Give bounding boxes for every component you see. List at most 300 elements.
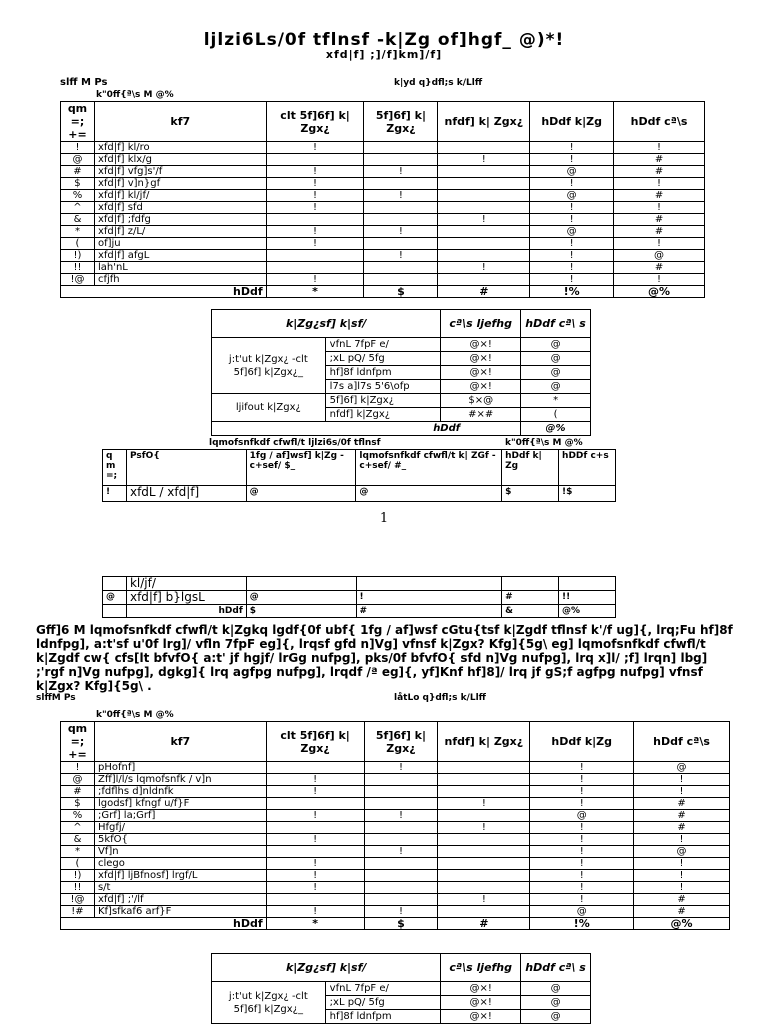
total-value: # xyxy=(438,286,530,298)
mini-cell: @ xyxy=(246,486,356,502)
row-very-short xyxy=(266,154,364,166)
mini-cell: !! xyxy=(559,591,616,605)
row-very-short: ! xyxy=(266,870,364,882)
row-number: # xyxy=(61,166,95,178)
note-paragraph: Gff]6 M lqmofsnfkdf cfwfl/t k|Zgkq lgdf{0f ubf{ 1fg / af]wsf cGtu{tsf k|Zgdf tflnsf k'/f ug]{, lrq;Fu hf]8f ldnfpg], a:t'sf u'0f lrg]/ vfln 7fpF eg]{, lrqsf gfd n]Vg] vfnsf k|Zgx? Kfg]{5g\ eg] lqmofsnfkdf cfwfl/t k|Zgdf cw{ cfs[lt bfvfO{ a:t' jf hgjf/ lrGg nufpg], pks/0f bfvfO{ sfd n]Vg nufpg], lrq x]l/ ;f] lrqn] lbg] ;'rgf n]Vg nufpg], dgkg]{ lrq agfpg nufpg], lrqdf /ª eg]{, yf]Knf hf]8]/ lrq jf gS;f agfpg nufpg] vfnsf k|Zgx? Kfg]{5g\ . xyxy=(36,623,733,693)
row-number: & xyxy=(61,214,95,226)
row-topic: lah'nL xyxy=(94,262,266,274)
full-marks-label-2: k"0ff{ª\s M @% xyxy=(96,710,174,720)
document-title: ljlzi6Ls/0f tflnsf -k|Zg of]hgf_ @)*! xyxy=(203,30,565,50)
mini-cell: @ xyxy=(246,591,356,605)
row-very-short xyxy=(266,762,364,774)
mini-cell xyxy=(356,577,502,591)
mini-total-label: hDdf xyxy=(126,605,246,618)
activity-spec-table-continued xyxy=(102,576,616,618)
row-very-short: ! xyxy=(266,906,364,918)
exam-label-1: k|yd q}dfl;s k/Llff xyxy=(394,78,483,88)
table-row xyxy=(61,762,730,774)
col-header-short: 5f]6f] k| Zgx¿ xyxy=(364,722,438,762)
row-short xyxy=(364,774,438,786)
row-total-questions: ! xyxy=(530,774,634,786)
row-topic: Kf]sfkaf6 arf}F xyxy=(94,906,266,918)
row-number: @ xyxy=(61,774,95,786)
row-number: ! xyxy=(61,762,95,774)
page-number: 1 xyxy=(379,511,389,526)
row-number: !! xyxy=(61,882,95,894)
row-long xyxy=(438,226,530,238)
row-very-short: ! xyxy=(266,226,364,238)
row-topic: Hfgfj/ xyxy=(94,822,266,834)
row-number: $ xyxy=(61,798,95,810)
row-long xyxy=(438,190,530,202)
summary-row-type: vfnL 7fpF e/ xyxy=(325,338,441,352)
row-total-questions: ! xyxy=(530,798,634,810)
col-header-long: nfdf] k| Zgx¿ xyxy=(438,102,530,142)
row-total-questions: ! xyxy=(530,202,614,214)
row-long xyxy=(438,762,530,774)
col-header-very-short: clt 5f]6f] k| Zgx¿ xyxy=(266,102,364,142)
objective-group-label: j:t'ut k|Zgx¿ -clt 5f]6f] k|Zgx¿_ xyxy=(212,338,326,394)
table-total-row xyxy=(61,286,705,298)
col-header-total-marks: hDdf cª\s xyxy=(614,102,705,142)
total-value: !% xyxy=(530,286,614,298)
row-very-short: ! xyxy=(266,810,364,822)
summary-row-type: nfdf] k|Zgx¿ xyxy=(325,408,441,422)
row-total-questions: ! xyxy=(530,262,614,274)
row-long: ! xyxy=(438,214,530,226)
row-very-short: ! xyxy=(266,834,364,846)
table-row xyxy=(61,846,730,858)
summary-row-type: ;xL pQ/ 5fg xyxy=(325,996,441,1010)
row-total-marks: ! xyxy=(614,238,705,250)
mini-cell: $ xyxy=(502,486,559,502)
total-value: * xyxy=(266,918,364,930)
col-header-long: nfdf] k| Zgx¿ xyxy=(438,722,530,762)
table-row xyxy=(61,178,705,190)
mini-cell: ! xyxy=(103,486,127,502)
row-total-questions: ! xyxy=(530,822,634,834)
row-short: ! xyxy=(364,226,438,238)
mini-header-knowledge: 1fg / af]wsf] k|Zg -c+sef/ $_ xyxy=(246,450,356,486)
row-short xyxy=(364,798,438,810)
table-row xyxy=(61,250,705,262)
summary-total-label: hDdf xyxy=(212,422,521,436)
summary-header-total: hDdf cª\ s xyxy=(521,310,591,338)
question-type-summary-2 xyxy=(211,953,591,1024)
row-total-marks: # xyxy=(634,798,730,810)
table-row xyxy=(61,858,730,870)
summary-row-type: 5f]6f] k|Zgx¿ xyxy=(325,394,441,408)
row-short xyxy=(364,178,438,190)
summary-row-total: @ xyxy=(521,380,591,394)
row-topic: Zff]l/l/s lqmofsnfk / v]n xyxy=(94,774,266,786)
table-row xyxy=(61,262,705,274)
summary-row-breakdown: @×! xyxy=(441,352,521,366)
table-row xyxy=(61,774,730,786)
row-total-marks: # xyxy=(634,894,730,906)
row-long xyxy=(438,882,530,894)
row-number: # xyxy=(61,786,95,798)
summary-row-breakdown: @×! xyxy=(441,366,521,380)
row-topic: ;Grf] la;Grf] xyxy=(94,810,266,822)
row-short xyxy=(364,202,438,214)
mini-cell: ! xyxy=(356,591,502,605)
row-short xyxy=(364,786,438,798)
table-row xyxy=(61,190,705,202)
row-total-marks: @ xyxy=(634,762,730,774)
table-row xyxy=(61,238,705,250)
row-number: ^ xyxy=(61,822,95,834)
total-value: $ xyxy=(364,286,438,298)
subjective-group-label: ljifout k|Zgx¿ xyxy=(212,394,326,422)
row-long: ! xyxy=(438,154,530,166)
mini-cell xyxy=(502,577,559,591)
row-total-questions: ! xyxy=(530,250,614,262)
row-long xyxy=(438,786,530,798)
row-topic: s/t xyxy=(94,882,266,894)
row-long xyxy=(438,238,530,250)
row-short xyxy=(364,858,438,870)
summary-row-type: ;xL pQ/ 5fg xyxy=(325,352,441,366)
table-row xyxy=(61,214,705,226)
row-short xyxy=(364,142,438,154)
row-very-short: ! xyxy=(266,238,364,250)
table-row xyxy=(61,274,705,286)
summary-row-total: @ xyxy=(521,366,591,380)
row-total-marks: # xyxy=(634,810,730,822)
total-value: * xyxy=(266,286,364,298)
summary-row-total: @ xyxy=(521,996,591,1010)
row-total-marks: ! xyxy=(614,142,705,154)
row-long xyxy=(438,810,530,822)
row-very-short: ! xyxy=(266,178,364,190)
row-short xyxy=(364,274,438,286)
row-total-marks: # xyxy=(634,822,730,834)
summary-row-breakdown: @×! xyxy=(441,338,521,352)
summary-row-total: * xyxy=(521,394,591,408)
row-long xyxy=(438,774,530,786)
row-very-short xyxy=(266,846,364,858)
total-label: hDdf xyxy=(61,286,267,298)
total-value: $ xyxy=(364,918,438,930)
row-total-marks: ! xyxy=(634,858,730,870)
row-long xyxy=(438,142,530,154)
row-very-short: ! xyxy=(266,190,364,202)
row-short: ! xyxy=(364,762,438,774)
summary-header-type: k|Zg¿sf] k|sf/ xyxy=(212,954,441,982)
table-row xyxy=(61,870,730,882)
col-header-very-short: clt 5f]6f] k| Zgx¿ xyxy=(266,722,364,762)
row-number: !@ xyxy=(61,894,95,906)
summary-row-total: ( xyxy=(521,408,591,422)
row-total-marks: ! xyxy=(614,202,705,214)
row-very-short xyxy=(266,822,364,834)
row-number: ( xyxy=(61,238,95,250)
row-topic: xfd|f] ;fdfg xyxy=(94,214,266,226)
row-number: ^ xyxy=(61,202,95,214)
row-total-questions: ! xyxy=(530,858,634,870)
row-total-marks: # xyxy=(614,226,705,238)
row-total-questions: ! xyxy=(530,274,614,286)
row-long xyxy=(438,870,530,882)
table-row xyxy=(61,202,705,214)
table-row xyxy=(61,906,730,918)
row-total-questions: ! xyxy=(530,786,634,798)
summary-row-breakdown: #×# xyxy=(441,408,521,422)
row-short: ! xyxy=(364,190,438,202)
row-total-questions: ! xyxy=(530,238,614,250)
question-type-summary-1 xyxy=(211,309,591,436)
mini-cell: xfdL / xfd|f] xyxy=(126,486,246,502)
row-long xyxy=(438,178,530,190)
summary-row-total: @ xyxy=(521,982,591,996)
row-topic: xfd|f] sfd xyxy=(94,202,266,214)
row-topic: 5kfO{ xyxy=(94,834,266,846)
table-row xyxy=(61,834,730,846)
table-row xyxy=(61,226,705,238)
mini-cell: # xyxy=(502,591,559,605)
summary-row-type: vfnL 7fpF e/ xyxy=(325,982,441,996)
mini-cell xyxy=(246,577,356,591)
row-short: ! xyxy=(364,906,438,918)
summary-row-total: @ xyxy=(521,1010,591,1024)
row-very-short: ! xyxy=(266,774,364,786)
row-total-marks: # xyxy=(614,166,705,178)
table-row xyxy=(61,822,730,834)
spec-grid-table-1 xyxy=(60,101,705,298)
row-topic: xfd|f] kl/jf/ xyxy=(94,190,266,202)
row-long xyxy=(438,846,530,858)
row-total-marks: # xyxy=(614,262,705,274)
row-very-short: ! xyxy=(266,142,364,154)
mini-cell: xfd|f] b}lgsL xyxy=(126,591,246,605)
row-number: * xyxy=(61,846,95,858)
summary-row-type: l7s a]l7s 5'6\ofp xyxy=(325,380,441,394)
col-header-short: 5f]6f] k| Zgx¿ xyxy=(364,102,438,142)
col-header-total-questions: hDdf k|Zg xyxy=(530,102,614,142)
summary-total-value: @% xyxy=(521,422,591,436)
row-number: !# xyxy=(61,906,95,918)
mini-header-activity: lqmofsnfkdf cfwfl/t k| ZGf -c+sef/ #_ xyxy=(356,450,502,486)
activity-spec-table xyxy=(102,449,616,502)
table-row xyxy=(61,810,730,822)
row-number: $ xyxy=(61,178,95,190)
row-topic: clego xyxy=(94,858,266,870)
row-long: ! xyxy=(438,822,530,834)
summary-row-type: hf]8f ldnfpm xyxy=(325,366,441,380)
row-very-short xyxy=(266,798,364,810)
summary-header-total: hDdf cª\ s xyxy=(521,954,591,982)
row-very-short: ! xyxy=(266,166,364,178)
row-very-short xyxy=(266,894,364,906)
row-number: % xyxy=(61,190,95,202)
document-subtitle: xfd|f] ;]/f]km]/f] xyxy=(325,48,443,61)
mini-header-total-marks: hDDf c+s xyxy=(559,450,616,486)
row-very-short: ! xyxy=(266,882,364,894)
spec-grid-table-2 xyxy=(60,721,730,930)
table-row xyxy=(61,894,730,906)
row-short xyxy=(364,882,438,894)
row-total-marks: # xyxy=(614,154,705,166)
row-number: @ xyxy=(61,154,95,166)
col-header-topic: kf7 xyxy=(94,722,266,762)
row-topic: Vf]n xyxy=(94,846,266,858)
table-total-row xyxy=(61,918,730,930)
activity-table-marks: k"0ff{ª\s M @% xyxy=(505,438,583,448)
row-long xyxy=(438,858,530,870)
row-short xyxy=(364,238,438,250)
table-row xyxy=(61,786,730,798)
row-very-short: ! xyxy=(266,858,364,870)
row-topic: xfd|f] ;'/lf xyxy=(94,894,266,906)
row-long: ! xyxy=(438,262,530,274)
row-number: % xyxy=(61,810,95,822)
class-label-2: slffM Ps xyxy=(36,693,76,703)
summary-row-breakdown: $×@ xyxy=(441,394,521,408)
row-short xyxy=(364,870,438,882)
row-topic: pHofnf] xyxy=(94,762,266,774)
row-long xyxy=(438,834,530,846)
row-total-marks: # xyxy=(634,906,730,918)
row-long xyxy=(438,250,530,262)
row-total-questions: ! xyxy=(530,214,614,226)
row-very-short xyxy=(266,262,364,274)
row-short xyxy=(364,214,438,226)
row-short xyxy=(364,262,438,274)
mini-header-unit: PsfO{ xyxy=(126,450,246,486)
table-row xyxy=(61,142,705,154)
summary-header-breakdown: cª\s ljefhg xyxy=(441,310,521,338)
row-number: & xyxy=(61,834,95,846)
total-value: !% xyxy=(530,918,634,930)
row-total-questions: ! xyxy=(530,142,614,154)
row-total-marks: ! xyxy=(634,882,730,894)
col-header-total-marks: hDdf cª\s xyxy=(634,722,730,762)
row-topic: cfjfh xyxy=(94,274,266,286)
row-number: !@ xyxy=(61,274,95,286)
row-total-questions: @ xyxy=(530,226,614,238)
row-long xyxy=(438,202,530,214)
row-number: * xyxy=(61,226,95,238)
row-topic: xfd|f] vfg]s'/f xyxy=(94,166,266,178)
row-very-short: ! xyxy=(266,786,364,798)
summary-header-breakdown: cª\s ljefhg xyxy=(441,954,521,982)
objective-group-label: j:t'ut k|Zgx¿ -clt 5f]6f] k|Zgx¿_ xyxy=(212,982,326,1024)
summary-row-type: hf]8f ldnfpm xyxy=(325,1010,441,1024)
activity-table-heading: lqmofsnfkdf cfwfl/t ljlzi6s/0f tflnsf xyxy=(209,438,381,448)
row-topic: lgodsf] kfngf u/f}F xyxy=(94,798,266,810)
full-marks-label-1: k"0ff{ª\s M @% xyxy=(96,90,174,100)
col-header-sn: qm =; += xyxy=(61,722,95,762)
mini-cell: @ xyxy=(103,591,127,605)
row-short xyxy=(364,894,438,906)
mini-cell: kl/jf/ xyxy=(126,577,246,591)
row-short: ! xyxy=(364,810,438,822)
row-topic: xfd|f] v]n}gf xyxy=(94,178,266,190)
row-total-questions: ! xyxy=(530,154,614,166)
row-number: ! xyxy=(61,142,95,154)
row-total-marks: # xyxy=(614,214,705,226)
table-row xyxy=(61,798,730,810)
row-total-marks: ! xyxy=(634,870,730,882)
row-short xyxy=(364,822,438,834)
row-number: !! xyxy=(61,262,95,274)
row-very-short xyxy=(266,214,364,226)
row-short: ! xyxy=(364,846,438,858)
row-total-questions: ! xyxy=(530,894,634,906)
row-long xyxy=(438,166,530,178)
mini-cell: @% xyxy=(559,605,616,618)
row-short xyxy=(364,834,438,846)
row-topic: xfd|f] klx/g xyxy=(94,154,266,166)
row-total-questions: ! xyxy=(530,882,634,894)
total-value: @% xyxy=(614,286,705,298)
class-label-1: slff M Ps xyxy=(60,77,108,88)
row-very-short xyxy=(266,250,364,262)
row-very-short: ! xyxy=(266,274,364,286)
row-topic: xfd|f] afgL xyxy=(94,250,266,262)
summary-row-breakdown: @×! xyxy=(441,982,521,996)
row-total-marks: ! xyxy=(614,274,705,286)
summary-row-total: @ xyxy=(521,352,591,366)
row-number: !) xyxy=(61,250,95,262)
row-total-marks: ! xyxy=(634,786,730,798)
row-total-questions: ! xyxy=(530,846,634,858)
row-total-marks: # xyxy=(614,190,705,202)
table-row xyxy=(61,154,705,166)
total-label: hDdf xyxy=(61,918,267,930)
mini-cell xyxy=(103,577,127,591)
mini-cell: # xyxy=(356,605,502,618)
row-number: !) xyxy=(61,870,95,882)
row-total-marks: ! xyxy=(634,774,730,786)
row-total-questions: @ xyxy=(530,906,634,918)
summary-row-breakdown: @×! xyxy=(441,996,521,1010)
row-long: ! xyxy=(438,798,530,810)
row-number: ( xyxy=(61,858,95,870)
row-topic: ;fdflhs d]nldnfk xyxy=(94,786,266,798)
row-topic: xfd|f] ljBfnosf] lrgf/L xyxy=(94,870,266,882)
total-value: # xyxy=(438,918,530,930)
row-short: ! xyxy=(364,166,438,178)
col-header-sn: qm =; += xyxy=(61,102,95,142)
row-total-questions: @ xyxy=(530,166,614,178)
mini-cell: @ xyxy=(356,486,502,502)
summary-header-type: k|Zg¿sf] k|sf/ xyxy=(212,310,441,338)
total-value: @% xyxy=(634,918,730,930)
row-long xyxy=(438,906,530,918)
row-total-marks: ! xyxy=(614,178,705,190)
row-topic: of]ju xyxy=(94,238,266,250)
row-topic: xfd|f] z/L/ xyxy=(94,226,266,238)
table-row xyxy=(61,166,705,178)
row-total-questions: ! xyxy=(530,870,634,882)
mini-header-sn: q m =; xyxy=(103,450,127,486)
summary-row-breakdown: @×! xyxy=(441,380,521,394)
summary-row-breakdown: @×! xyxy=(441,1010,521,1024)
row-topic: xfd|f] kl/ro xyxy=(94,142,266,154)
row-total-questions: @ xyxy=(530,190,614,202)
col-header-topic: kf7 xyxy=(94,102,266,142)
summary-row-total: @ xyxy=(521,338,591,352)
row-total-marks: @ xyxy=(614,250,705,262)
row-total-marks: ! xyxy=(634,834,730,846)
row-total-questions: ! xyxy=(530,178,614,190)
mini-cell: & xyxy=(502,605,559,618)
mini-cell xyxy=(559,577,616,591)
row-long xyxy=(438,274,530,286)
row-total-questions: ! xyxy=(530,834,634,846)
